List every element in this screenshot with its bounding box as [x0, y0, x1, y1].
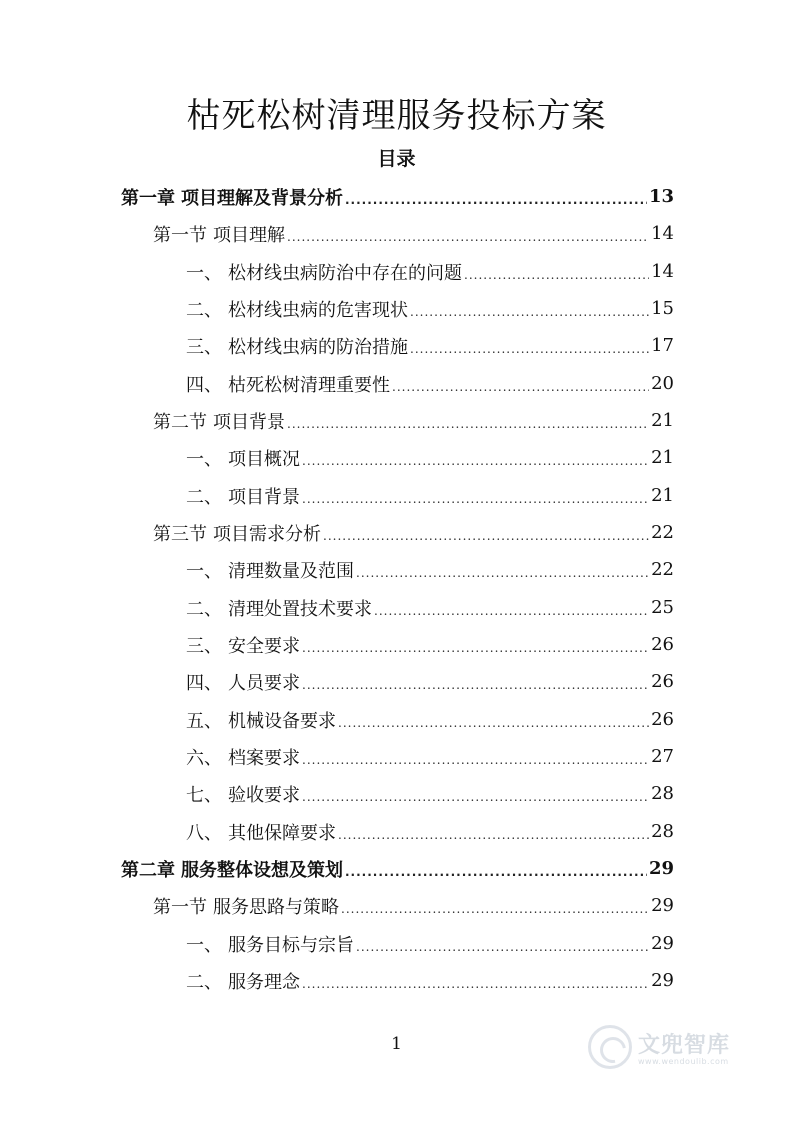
toc-entry[interactable] [153, 514, 674, 551]
toc-entry-page: 17 [651, 335, 674, 356]
toc-entry-number: 四、 [186, 374, 222, 396]
toc-entry[interactable] [186, 925, 674, 962]
toc-leader-dots [410, 338, 649, 356]
toc-leader-dots [341, 898, 649, 916]
toc-entry-page: 28 [651, 783, 674, 804]
toc-entry-title: 项目理解 [213, 224, 285, 246]
toc-entry-number: 一、 [186, 934, 222, 956]
toc-entry-title: 项目背景 [228, 486, 300, 508]
document-title: 枯死松树清理服务投标方案 [186, 96, 607, 136]
toc-entry-number: 第二节 [153, 411, 207, 433]
toc-entry-title: 松材线虫病的危害现状 [228, 299, 408, 321]
toc-entry-number: 二、 [186, 971, 222, 993]
toc-entry-number: 五、 [186, 710, 222, 732]
toc-leader-dots [302, 488, 649, 506]
toc-entry-page: 21 [651, 485, 674, 506]
toc-entry[interactable] [186, 813, 674, 850]
toc-entry-title: 项目概况 [228, 448, 300, 470]
toc-entry[interactable] [186, 738, 674, 775]
toc-entry-title: 松材线虫病的防治措施 [228, 336, 408, 358]
toc-entry-title: 服务思路与策略 [213, 896, 339, 918]
toc-entry[interactable] [186, 962, 674, 999]
toc-entry[interactable] [153, 887, 674, 924]
toc-entry-number: 二、 [186, 598, 222, 620]
toc-entry-page: 21 [651, 447, 674, 468]
toc-entry-page: 29 [651, 970, 674, 991]
toc-entry[interactable] [153, 215, 674, 252]
toc-entry-number: 一、 [186, 560, 222, 582]
toc-entry[interactable] [186, 775, 674, 812]
toc-entry-title: 服务目标与宗旨 [228, 934, 354, 956]
toc-leader-dots [338, 712, 649, 730]
toc-entry-number: 二、 [186, 299, 222, 321]
toc-entry-title: 安全要求 [228, 635, 300, 657]
toc-entry-title: 人员要求 [228, 672, 300, 694]
toc-entry[interactable] [186, 290, 674, 327]
toc-entry-title: 其他保障要求 [228, 822, 336, 844]
toc-entry-page: 20 [651, 373, 674, 394]
toc-leader-dots [356, 936, 649, 954]
toc-entry-number: 第二章 [121, 859, 175, 881]
toc-entry-page: 14 [651, 223, 674, 244]
toc-entry[interactable] [186, 551, 674, 588]
toc-leader-dots [464, 264, 649, 282]
toc-entry-number: 二、 [186, 486, 222, 508]
toc-entry[interactable] [153, 402, 674, 439]
toc-entry-page: 27 [651, 746, 674, 767]
toc-entry-title: 清理数量及范围 [228, 560, 354, 582]
toc-entry-title: 服务整体设想及策划 [181, 859, 343, 881]
toc-entry-page: 14 [651, 261, 674, 282]
toc-entry-page: 25 [651, 597, 674, 618]
toc-entry[interactable] [186, 327, 674, 364]
toc-entry-number: 七、 [186, 784, 222, 806]
toc-entry-number: 一、 [186, 262, 222, 284]
toc-entry-page: 29 [648, 858, 674, 879]
toc-leader-dots [302, 450, 649, 468]
toc-leader-dots [410, 301, 649, 319]
toc-entry-page: 22 [651, 559, 674, 580]
toc-entry-page: 29 [651, 933, 674, 954]
toc-entry-page: 26 [651, 709, 674, 730]
toc-leader-dots [302, 786, 649, 804]
toc-leader-dots [323, 525, 649, 543]
toc-entry-number: 一、 [186, 448, 222, 470]
toc-entry[interactable] [186, 626, 674, 663]
toc-entry-title: 项目理解及背景分析 [181, 187, 343, 209]
toc-entry-title: 档案要求 [228, 747, 300, 769]
watermark [588, 1022, 758, 1072]
watermark-name: 文兜智库 [638, 1033, 731, 1058]
toc-leader-dots [302, 674, 649, 692]
toc-entry-number: 六、 [186, 747, 222, 769]
toc-leader-dots [338, 824, 649, 842]
toc-entry[interactable] [186, 701, 674, 738]
toc-entry-page: 21 [651, 410, 674, 431]
toc-entry-page: 26 [651, 671, 674, 692]
toc-entry[interactable] [186, 663, 674, 700]
toc-entry-title: 松材线虫病防治中存在的问题 [228, 262, 462, 284]
toc-leader-dots [302, 637, 649, 655]
toc-entry-title: 服务理念 [228, 971, 300, 993]
toc-entry-number: 四、 [186, 672, 222, 694]
toc-heading: 目录 [377, 148, 416, 170]
toc-leader-dots [287, 226, 649, 244]
toc-entry-number: 三、 [186, 635, 222, 657]
toc-entry[interactable] [186, 589, 674, 626]
toc-entry-number: 第一章 [121, 187, 175, 209]
toc-entry-title: 项目需求分析 [213, 523, 321, 545]
toc-entry-title: 清理处置技术要求 [228, 598, 372, 620]
toc-leader-dots [302, 749, 649, 767]
watermark-logo-icon [588, 1025, 632, 1069]
toc-entry-number: 第三节 [153, 523, 207, 545]
toc-entry-title: 机械设备要求 [228, 710, 336, 732]
toc-entry-number: 八、 [186, 822, 222, 844]
toc-entry-number: 三、 [186, 336, 222, 358]
toc-entry-page: 28 [651, 821, 674, 842]
watermark-url: www.wendoulib.com [638, 1057, 729, 1066]
toc-entry-page: 15 [651, 298, 674, 319]
toc-entry[interactable] [186, 439, 674, 476]
toc-entry[interactable] [186, 365, 674, 402]
toc-leader-dots [287, 413, 649, 431]
toc-entry-title: 验收要求 [228, 784, 300, 806]
toc-entry-number: 第一节 [153, 896, 207, 918]
toc-entry-page: 13 [648, 186, 674, 207]
toc-leader-dots [345, 189, 647, 207]
toc-leader-dots [345, 861, 647, 879]
toc-leader-dots [356, 562, 649, 580]
toc-entry-number: 第一节 [153, 224, 207, 246]
watermark-text [638, 1028, 730, 1066]
page-number: 1 [391, 1034, 402, 1054]
toc-leader-dots [374, 600, 649, 618]
toc-entry-page: 26 [651, 634, 674, 655]
toc-entry[interactable] [186, 477, 674, 514]
toc-entry[interactable] [121, 850, 674, 887]
toc-entry[interactable] [186, 253, 674, 290]
toc-leader-dots [302, 973, 649, 991]
toc-entry-title: 枯死松树清理重要性 [228, 374, 390, 396]
toc-entry-page: 22 [651, 522, 674, 543]
toc-entry-page: 29 [651, 895, 674, 916]
toc-leader-dots [392, 376, 649, 394]
toc-entry[interactable] [121, 178, 674, 215]
toc-entry-title: 项目背景 [213, 411, 285, 433]
